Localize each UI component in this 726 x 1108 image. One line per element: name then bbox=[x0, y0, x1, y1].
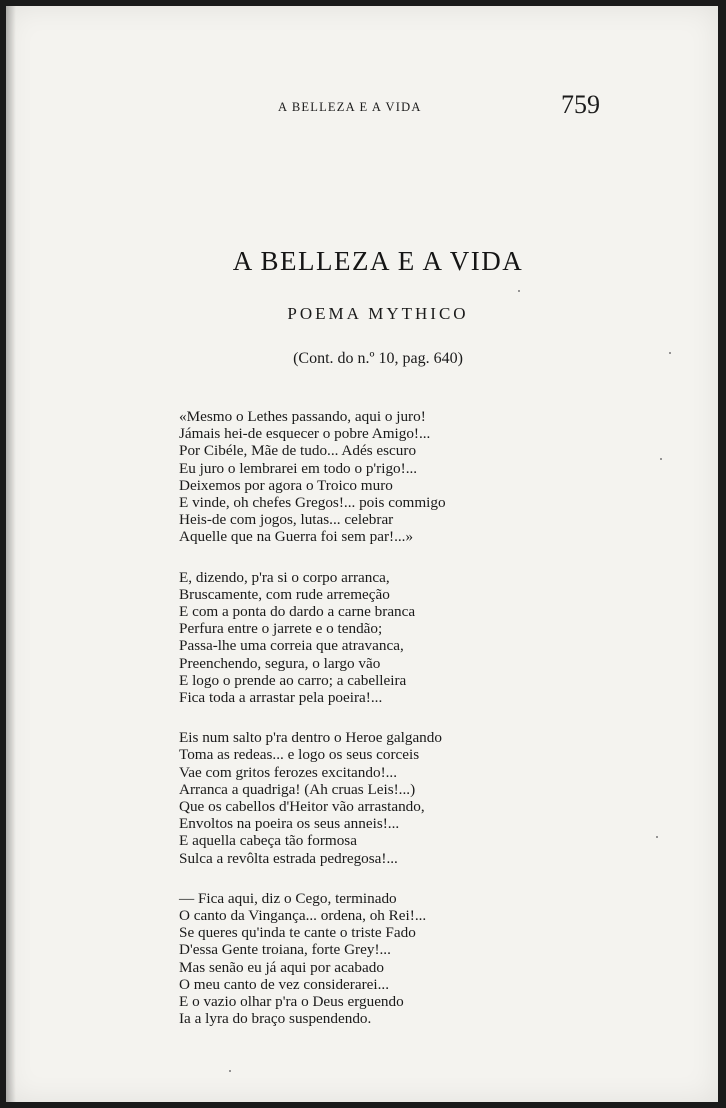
page-edge-shadow bbox=[6, 6, 16, 1102]
paper-speck bbox=[229, 1070, 231, 1072]
stanza bbox=[179, 729, 579, 867]
verse-line: Passa-lhe uma correia que atravanca, bbox=[179, 637, 404, 655]
verse-line: Sulca a revôlta estrada pedregosa!... bbox=[179, 849, 398, 867]
verse-line: Eu juro o lembrarei em todo o p'rigo!... bbox=[179, 459, 418, 477]
paper-speck bbox=[656, 836, 658, 838]
verse-line: Vae com gritos ferozes excitando!... bbox=[179, 763, 398, 781]
stanza bbox=[179, 408, 579, 546]
running-head-title: A BELLEZA E A VIDA bbox=[278, 100, 422, 114]
verse-line: Arranca a quadriga! (Ah cruas Leis!...) bbox=[179, 780, 416, 798]
verse-line: E o vazio olhar p'ra o Deus erguendo bbox=[179, 993, 404, 1011]
page-number: 759 bbox=[561, 90, 600, 119]
verse-line: Bruscamente, com rude arremeção bbox=[179, 585, 390, 603]
poem-body bbox=[179, 408, 579, 1051]
verse-line: Jámais hei-de esquecer o pobre Amigo!... bbox=[179, 425, 431, 443]
continuation-note: (Cont. do n.º 10, pag. 640) bbox=[293, 350, 463, 367]
verse-line: Deixemos por agora o Troico muro bbox=[179, 476, 393, 494]
verse-line: Aquelle que na Guerra foi sem par!...» bbox=[179, 528, 414, 546]
verse-line: Mas senão eu já aqui por acabado bbox=[179, 958, 384, 976]
verse-line: E com a ponta do dardo a carne branca bbox=[179, 603, 416, 621]
verse-line: «Mesmo o Lethes passando, aqui o juro! bbox=[179, 408, 426, 425]
verse-line: Toma as redeas... e logo os seus corceis bbox=[179, 746, 420, 764]
verse-line: Heis-de com jogos, lutas... celebrar bbox=[179, 511, 394, 529]
verse-line: Perfura entre o jarrete e o tendão; bbox=[179, 620, 383, 638]
running-head bbox=[6, 90, 718, 119]
verse-line: Envoltos na poeira os seus anneis!... bbox=[179, 815, 400, 833]
verse-line: Eis num salto p'ra dentro o Heroe galgando bbox=[179, 729, 442, 747]
paper-speck bbox=[518, 290, 520, 292]
verse-line: O meu canto de vez considerarei... bbox=[179, 975, 389, 993]
verse-line: O canto da Vingança... ordena, oh Rei!... bbox=[179, 907, 427, 925]
poem-title: A BELLEZA E A VIDA bbox=[232, 246, 524, 276]
paper-speck bbox=[660, 458, 662, 460]
poem-subtitle: POEMA MYTHICO bbox=[287, 304, 469, 323]
verse-line: E aquella cabeça tão formosa bbox=[179, 832, 357, 850]
book-page bbox=[6, 6, 718, 1102]
stanza bbox=[179, 890, 579, 1028]
verse-line: Se queres qu'inda te cante o triste Fado bbox=[179, 924, 416, 942]
verse-line: Fica toda a arrastar pela poeira!... bbox=[179, 689, 383, 707]
verse-line: Que os cabellos d'Heitor vão arrastando, bbox=[179, 798, 425, 816]
verse-line: Preenchendo, segura, o largo vão bbox=[179, 654, 381, 672]
verse-line: E logo o prende ao carro; a cabelleira bbox=[179, 671, 407, 689]
verse-line: — Fica aqui, diz o Cego, terminado bbox=[179, 889, 397, 907]
verse-line: E vinde, oh chefes Gregos!... pois commigo bbox=[179, 494, 446, 512]
paper-speck bbox=[669, 352, 671, 354]
verse-line: Por Cibéle, Mãe de tudo... Adés escuro bbox=[179, 442, 417, 460]
stanza bbox=[179, 569, 579, 707]
verse-line: Ia a lyra do braço suspendendo. bbox=[179, 1010, 372, 1028]
verse-line: D'essa Gente troiana, forte Grey!... bbox=[179, 941, 391, 959]
verse-line: E, dizendo, p'ra si o corpo arranca, bbox=[179, 568, 390, 586]
